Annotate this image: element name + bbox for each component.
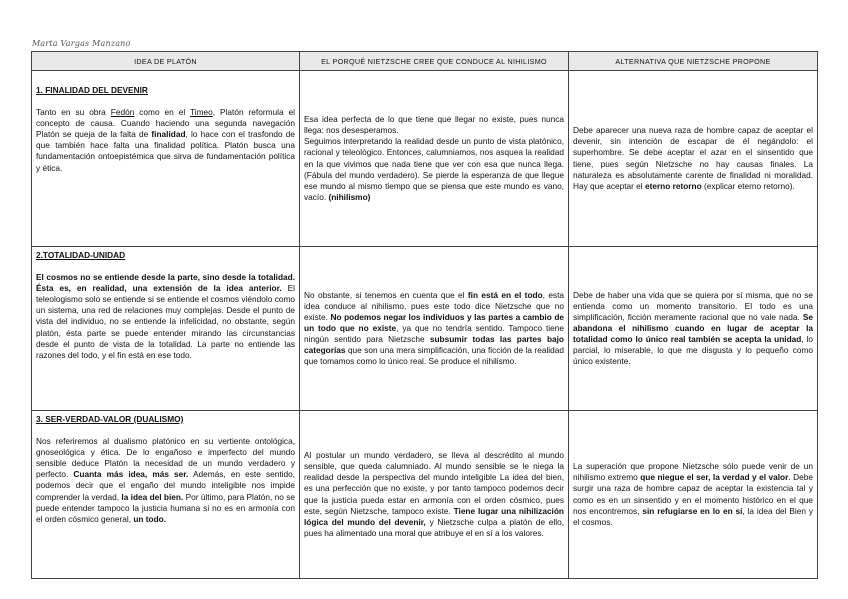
text-run: , lo parcial, lo miserable, lo que me disgusta y lo pequeño como único existente. [573,334,813,367]
bold-text-run: Cuanta más idea, más ser. [73,469,189,480]
bold-text-run: (nihilismo) [328,191,371,202]
bold-text-run: subsumir todas las partes bajo categorías [304,334,564,356]
cell-text [36,436,295,524]
nihilism-reason-cell [300,247,569,411]
text-run: que son una mera simplificación, una ficción de la realidad que tomamos como lo único real. Se produce el nihilismo. [304,345,564,367]
bold-text-run: Tiene lugar una nihilización lógica del mundo del devenir, [304,505,564,527]
text-run: No obstante, si tenemos en cuenta que el [304,289,468,300]
text-run: , lo hace con el trasfondo de que también hace falta una finalidad política. Platón busca una fundamentación ontoepistémica que sirva de fundamentación política y ética. [36,129,295,173]
text-run: Fedón [110,107,135,118]
cell-text [36,107,295,172]
header-row [32,52,818,71]
row-title: 1. FINALIDAD DEL DEVENIR [36,85,148,95]
text-run: La superación que propone Nietzsche sólo puede venir de un nihilismo extremo [573,461,813,483]
table-row [32,247,818,411]
row-title: 2.TOTALIDAD-UNIDAD [36,250,126,260]
text-run: Nos referiremos al dualismo platónico en su vertiente ontológica, gnoseológica y ética. De lo engañoso e imperfecto del mundo sensible deduce Platón la necesidad de un mundo verdadero y perfecto. [36,436,295,480]
table-row [32,411,818,579]
text-run: Esa idea perfecta de lo que tiene que llegar no existe, pues nunca llega: nos desesperamos. [304,114,564,136]
cell-text [36,272,295,360]
cell-text [304,290,564,367]
bold-text-run: finalidad [151,129,186,140]
bold-text-run: un todo. [133,513,167,524]
alternative-cell [569,411,818,579]
text-run: Seguimos interpretando la realidad desde un punto de vista platónico, racional y teleológico. Entonces, calumniamos, nos asquea la realidad en la que vivimos que nada tiene que ver con esa que nunca llega. (Fábula del mundo verdadero). Se pierde la esperanza de que llegue ese mundo al mismo tiempo que se piensa que este mundo es vano, vacío. [304,136,564,202]
text-run: , esta idea conduce al nihilismo, pues este todo dice Nietzsche que no existe. [304,289,565,322]
bold-text-run: El cosmos no se entiende desde la parte, sino desde la totalidad. Ésta es, en realidad, una extensión de la idea anterior. [36,272,295,294]
cell-text [573,290,813,367]
text-run: Por último, para Platón, no se puede entender tampoco la justicia humana si no es en armonía con el orden cósmico general, [36,491,295,524]
cell-text [304,114,564,202]
text-run: Además, en este sentido, podemos decir que el engaño del mundo inteligible nos impide comprender la verdad, [36,469,295,502]
bold-text-run: Se abandona el nihilismo cuando en lugar de aceptar la totalidad como lo único real también se acepta la unidad [573,311,813,345]
text-run: Tanto en su obra [36,107,111,118]
text-run: como en el [134,107,191,118]
table-row [32,71,818,247]
text-run: , ya que no tendría sentido. Tampoco tiene ningún sentido para Nietzsche [304,322,564,345]
header-platon-idea: IDEA DE PLATÓN [32,52,300,71]
header-nihilism-reason: EL PORQUÉ NIETZSCHE CREE QUE CONDUCE AL NIHILISMO [300,52,569,71]
text-run: y Nietzsche culpa a platón de ello, pues ha alimentado una moral que atribuye el en sí a los valores. [304,516,564,538]
alternative-cell [569,247,818,411]
text-run: Debe de haber una vida que se quiera por sí misma, que no se entienda como un momento transitorio. El todo es una simplificación, ficción meramente racional que no vale nada. [573,289,813,322]
author-signature: Marta Vargas Manzano [32,39,131,48]
row-title: 3. SER-VERDAD-VALOR (DUALISMO) [36,414,184,424]
text-run: Timeo [190,107,213,118]
text-run: Al postular un mundo verdadero, se lleva al descrédito al mundo sensible, que queda calumniado. Al mundo sensible se le niega la realidad desde la perspectiva del mundo inteligible La idea del bien, es una perfección que no existe, y por tanto tampoco podemos decir que la justicia pueda estar en armonía con el orden cósmico, pues este, según Nietzsche, tampoco existe. [304,450,564,516]
comparison-table [31,51,818,579]
text-run: . Debe surgir una raza de hombre capaz de aceptar la existencia tal y como es en un sinsentido y en el momento histórico en el que nos encontremos, [573,472,813,516]
text-run: (explicar eterno retorno). [701,180,795,191]
cell-text [573,125,813,190]
header-nietzsche-alternative: ALTERNATIVA QUE NIETZSCHE PROPONE [569,52,818,71]
cell-text [304,450,564,538]
platon-idea-cell [32,71,300,247]
text-run: Debe aparecer una nueva raza de hombre capaz de aceptar el devenir, sin intención de escapar de él negándolo: el superhombre. Se debe aceptar el azar en el sinsentido que tiene, pues según Nietzsche no hay causas finales. La naturaleza es absolutamente carente de finalidad ni moralidad. Hay que aceptar el [573,125,813,191]
text-run: , Platón reformula el concepto de causa. Cuando haciendo una segunda navegación Platón se queja de la falta de [36,107,296,140]
platon-idea-cell [32,411,300,579]
bold-text-run: que niegue el ser, la verdad y el valor [640,472,789,483]
bold-text-run: eterno retorno [644,180,702,191]
text-run: , la idea del Bien y el cosmos. [573,505,813,527]
text-run: El teleologismo solo se entiende si se entiende el cosmos viéndolo como un sistema, una red de relaciones muy complejas. Desde el punto de vista del individuo, no se entiende la infelicidad, no obstante, según platón, ésta parte se puede entender mirando las circunstancias desde el punto de vista de la totalidad. La parte no entiende las razones del todo, y el fin está en ese todo. [36,283,295,360]
bold-text-run: sin refugiarse en lo en sí [642,505,743,516]
platon-idea-cell [32,247,300,411]
nihilism-reason-cell [300,411,569,579]
cell-text [573,461,813,526]
bold-text-run: No podemos negar los individuos y las partes a cambio de un todo que no existe [304,311,564,333]
bold-text-run: fin está en el todo [467,289,543,300]
alternative-cell [569,71,818,247]
nihilism-reason-cell [300,71,569,247]
bold-text-run: la idea del bien. [121,491,184,502]
